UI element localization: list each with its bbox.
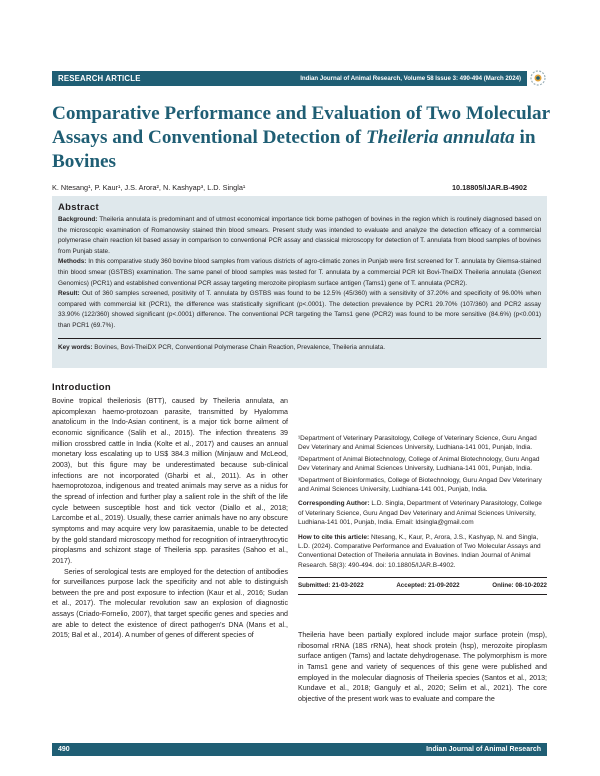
cite-label: How to cite this article: xyxy=(298,533,370,541)
abstract-heading: Abstract xyxy=(58,202,99,213)
title-tail: in Bovines xyxy=(52,127,536,172)
affiliation-1: ¹Department of Veterinary Parasitology, College of Veterinary Science, Guru Angad Dev Veterinary and Animal Sciences University, Ludhiana-141 001, Punjab, India. xyxy=(298,435,537,452)
keywords-divider xyxy=(58,338,541,339)
keywords-label: Key words: xyxy=(58,343,93,351)
methods-label: Methods: xyxy=(58,258,87,266)
intro-heading: Introduction xyxy=(52,382,112,393)
intro-paragraph-1: Bovine tropical theileriosis (BTT), caused by Theileria annulata, an apicomplexan haemo-protozoan parasite, transmitted by Hyalomma anatolicum in the Indo-Asian continent, is a major tick borne ailment of economic significance (Salih et al., 2015). The infection threatens 39 million crossbred cattle in India (Kolte et al., 2017) and causes an annual monetary loss escalating up to US$ 384.3 million (Minjauw and McLeod, 2003), but this figure may be underestimated because sub-clinical infections are not incorporated (Gharbi et al., 2011). As in other haemoprotozoa, indigenous and treated animals may serve as a nidus for the spread of infection and further play a salient role in the shift of the life cycle between susceptible host and tick vector (Diallo et al., 2018; Larcombe et al., 2019). Usually, these carrier animals have no any obscure symptoms and may acquire very low parasitaemia, unable to be detected by the gold standard microscopy method for recognition of intraerythrocytic piroplasms and schizont stage of Theileria spp. parasites (Sahoo et al., 2017). xyxy=(52,397,288,565)
author-line xyxy=(52,183,527,192)
title-main: Comparative Performance and Evaluation of Two Molecular Assays and Conventional Detection of xyxy=(52,103,550,148)
corr-text: L.D. Singla, Department of Veterinary Parasitology, College of Veterinary Science, Guru Angad Dev Veterinary and Animal Sciences University, Ludhiana-141 001, Punjab, India. Email: ldsingla@gmail.com xyxy=(298,500,542,527)
page-footer xyxy=(52,743,547,756)
right-paragraph: Theileria have been partially explored include major surface protein (msp), ribosomal rRNA (18S rRNA), heat shock protein (hsp), merozoite piroplasm surface antigen (Tams) and lactate dehydrogenase. The polymorphism is more in Tams1 gene and variety of sequences of this gene were published and employed in the molecular diagnosis of Theileria species (Santos et al., 2013; Kundave et al., 2018; Ganguly et al., 2020; Selim et al., 2021). The core objective of the present work was to evaluate and compare the xyxy=(298,631,547,703)
abstract-text xyxy=(58,215,541,332)
submitted-date: Submitted: 21-03-2022 xyxy=(298,582,364,590)
doi-text[interactable]: 10.18805/IJAR.B-4902 xyxy=(451,183,527,192)
check-for-updates-icon[interactable] xyxy=(530,70,546,86)
intro-paragraph-2: Series of serological tests are employed for the detection of antibodies for surveillances purpose lack the specificity and not able to distinguish between the pre and post exposure to infection (Kaur et al., 2016; Sudan et al., 2017). The molecular revolution saw an explosion of diagnostic assays (Criado-Fornelio, 2007), that target specific genes and species and are able to detect the existence of direct pathogen's DNA (Mans et al., 2015; Bal et al., 2014). A number of genes of different species of xyxy=(52,567,288,640)
affiliations xyxy=(298,434,547,595)
affiliation-3: ³Department of Bioinformatics, College of Biotechnology, Guru Angad Dev Veterinary and Animal Sciences University, Ludhiana-141 001, Punjab, India. xyxy=(298,476,542,494)
result-text: Out of 360 samples screened, positivity of T. annulata by GSTBS was found to be 12.5% (45/360) with a sensitivity of 37.20% and specificity of 96.00% when compared with commercial kit (PCR1), the difference was statistically significant (p<.0001). The detection prevalence by PCR1 29.70% (107/360) and PCR2 assay 33.90% (122/360) showed significant (p<.0001) difference. The conventional PCR targeting the Tams1 gene (PCR2) was found to be more sensitive (84.6%) (p<0.001) than PCR1 (69.7%). xyxy=(58,290,541,329)
result-label: Result: xyxy=(58,290,80,298)
left-column xyxy=(52,382,288,641)
footer-journal: Indian Journal of Animal Research xyxy=(426,746,541,753)
article-title xyxy=(52,102,552,174)
abstract-box xyxy=(52,196,547,368)
keywords xyxy=(58,344,541,351)
online-date: Online: 08-10-2022 xyxy=(492,582,547,590)
methods-text: In this comparative study 360 bovine blood samples from various districts of agro-climatic zones in Punjab were first screened for T. annulata by Giemsa-stained thin blood smear (GSTBS) examination. The same panel of blood samples was tested for T. annulata by a commercial PCR kit Bovi-TheiDX Theileria annulata (Genext Genomics) (PCR1) and established conventional PCR assay targeting merozoite piroplasm surface antigen (Tams1) gene of T. annulata (PCR2). xyxy=(58,258,541,287)
dates-row xyxy=(298,577,547,594)
title-italic: Theileria annulata xyxy=(365,127,515,148)
page-number: 490 xyxy=(58,746,70,753)
corresponding-author xyxy=(298,499,547,527)
corr-label: Corresponding Author: xyxy=(298,500,370,508)
keywords-text: Bovines, Bovi-TheiDX PCR, Conventional Polymerase Chain Reaction, Prevalence, Theileria annulata. xyxy=(92,343,386,351)
background-label: Background: xyxy=(58,216,98,223)
running-header xyxy=(52,71,527,86)
section-label: RESEARCH ARTICLE xyxy=(58,74,141,83)
cite-text: Ntesang, K., Kaur, P., Arora, J.S., Kashyap, N. and Singla, L.D. (2024). Comparative Performance and Evaluation of Two Molecular Assays and Conventional Detection of Theileria annulata in Bovines. Indian Journal of Animal Research. 58(3): 490-494. doi: 10.18805/IJAR.B-4902. xyxy=(298,533,541,569)
citation xyxy=(298,533,547,571)
author-list: K. Ntesang¹, P. Kaur¹, J.S. Arora², N. Kashyap³, L.D. Singla¹ xyxy=(52,183,246,192)
journal-info: Indian Journal of Animal Research, Volume 58 Issue 3: 490-494 (March 2024) xyxy=(300,75,521,82)
right-body xyxy=(298,630,547,705)
affiliation-2: ²Department of Animal Biotechnology, College of Animal Biotechnology, Guru Angad Dev Veterinary and Animal Sciences University, Ludhiana-141 001, Punjab, India. xyxy=(298,455,540,473)
background-text: Theileria annulata is predominant and of utmost economical importance tick borne pathogen of bovines in the region which is routinely diagnosed based on the microscopic examination of Romanowsky stained thin blood smears. Present study was intended to evaluate and analyze the detection efficacy of a commercial polymerase chain reaction kit based assay in comparison to conventional PCR assay and classical microscopy for detection of T. annulata from blood samples of bovines from Punjab state. xyxy=(58,216,541,255)
accepted-date: Accepted: 21-09-2022 xyxy=(396,582,460,590)
